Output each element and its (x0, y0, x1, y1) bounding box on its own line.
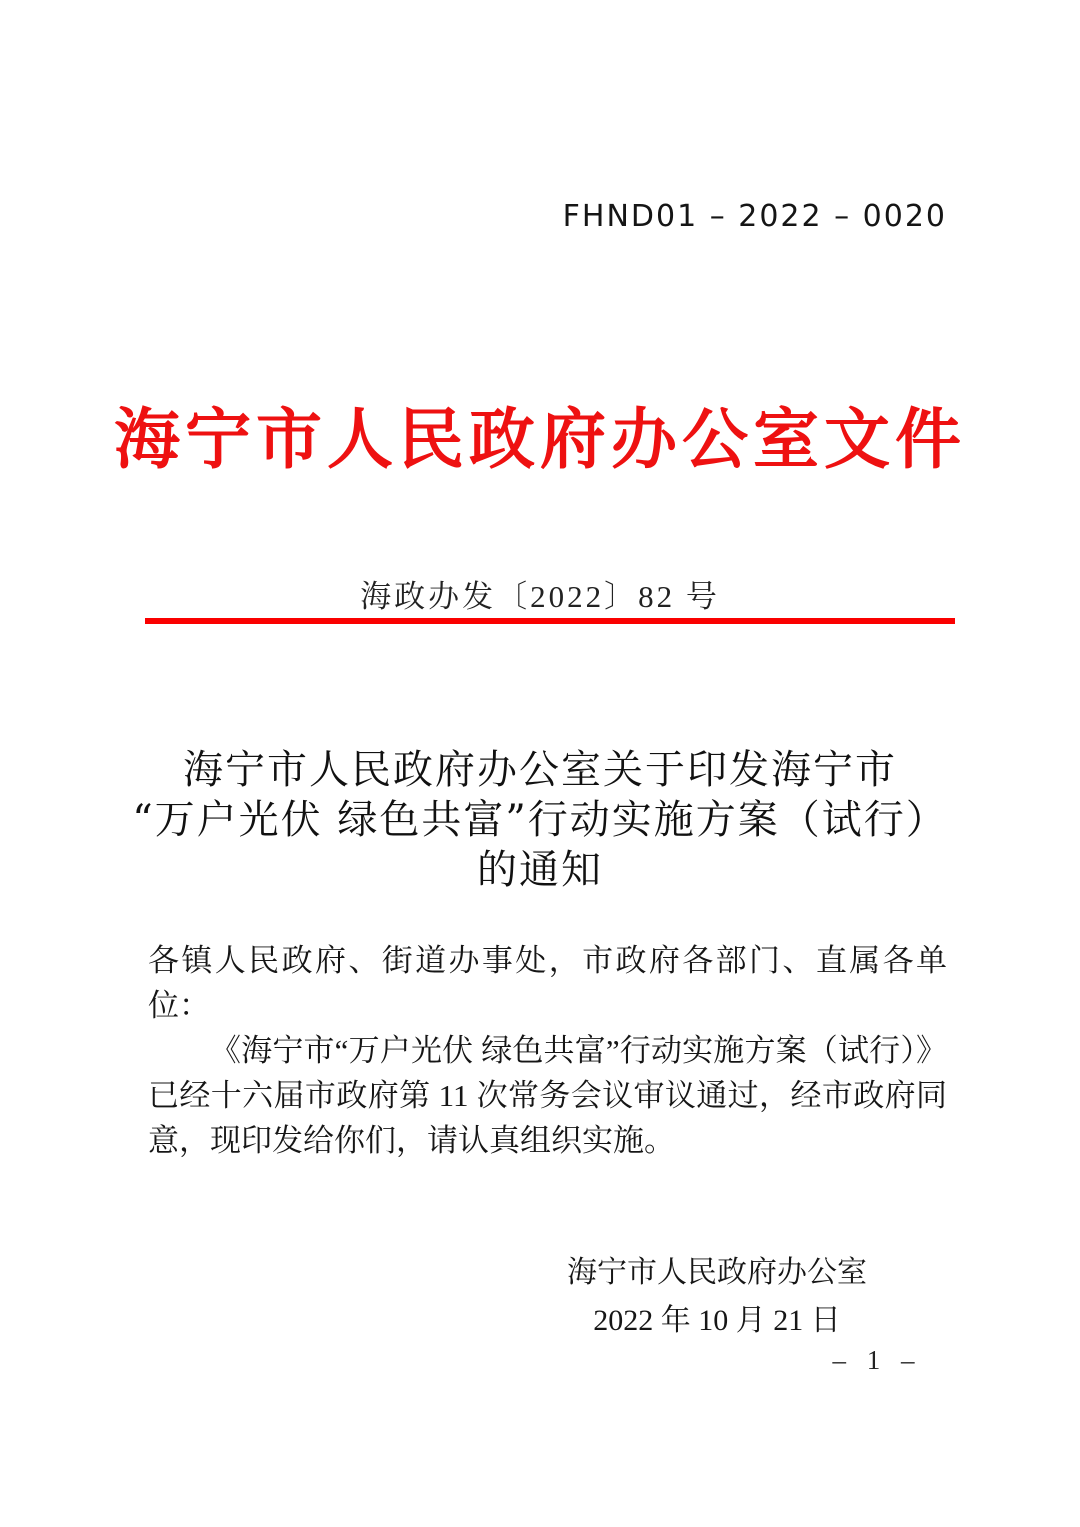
notice-title-line-2: “万户光伏 绿色共富”行动实施方案（试行） (132, 797, 948, 843)
signature-block (477, 1256, 957, 1338)
notice-title (70, 745, 1010, 895)
notice-body (148, 938, 947, 1163)
notice-title-line-1: 海宁市人民政府办公室关于印发海宁市 (183, 747, 897, 793)
notice-title-line-3: 的通知 (477, 847, 603, 893)
salutation-line: 各镇人民政府、街道办事处，市政府各部门、直属各单位： (148, 943, 947, 1023)
issue-date: 2022 年 10 月 21 日 (593, 1304, 841, 1337)
page-number: – 1 – (832, 1345, 922, 1375)
issuing-office-signature: 海宁市人民政府办公室 (567, 1256, 867, 1289)
body-paragraph: 《海宁市“万户光伏 绿色共富”行动实施方案（试行）》已经十六届市政府第 11 次常务会议审议通过，经市政府同意，现印发给你们，请认真组织实施。 (148, 1033, 947, 1158)
red-divider-line (145, 618, 955, 624)
document-classification-code: FHND01 – 2022 – 0020 (562, 199, 947, 234)
letterhead-title: 海宁市人民政府办公室文件 (114, 400, 966, 478)
document-number: 海政办发〔2022〕82 号 (360, 579, 720, 614)
